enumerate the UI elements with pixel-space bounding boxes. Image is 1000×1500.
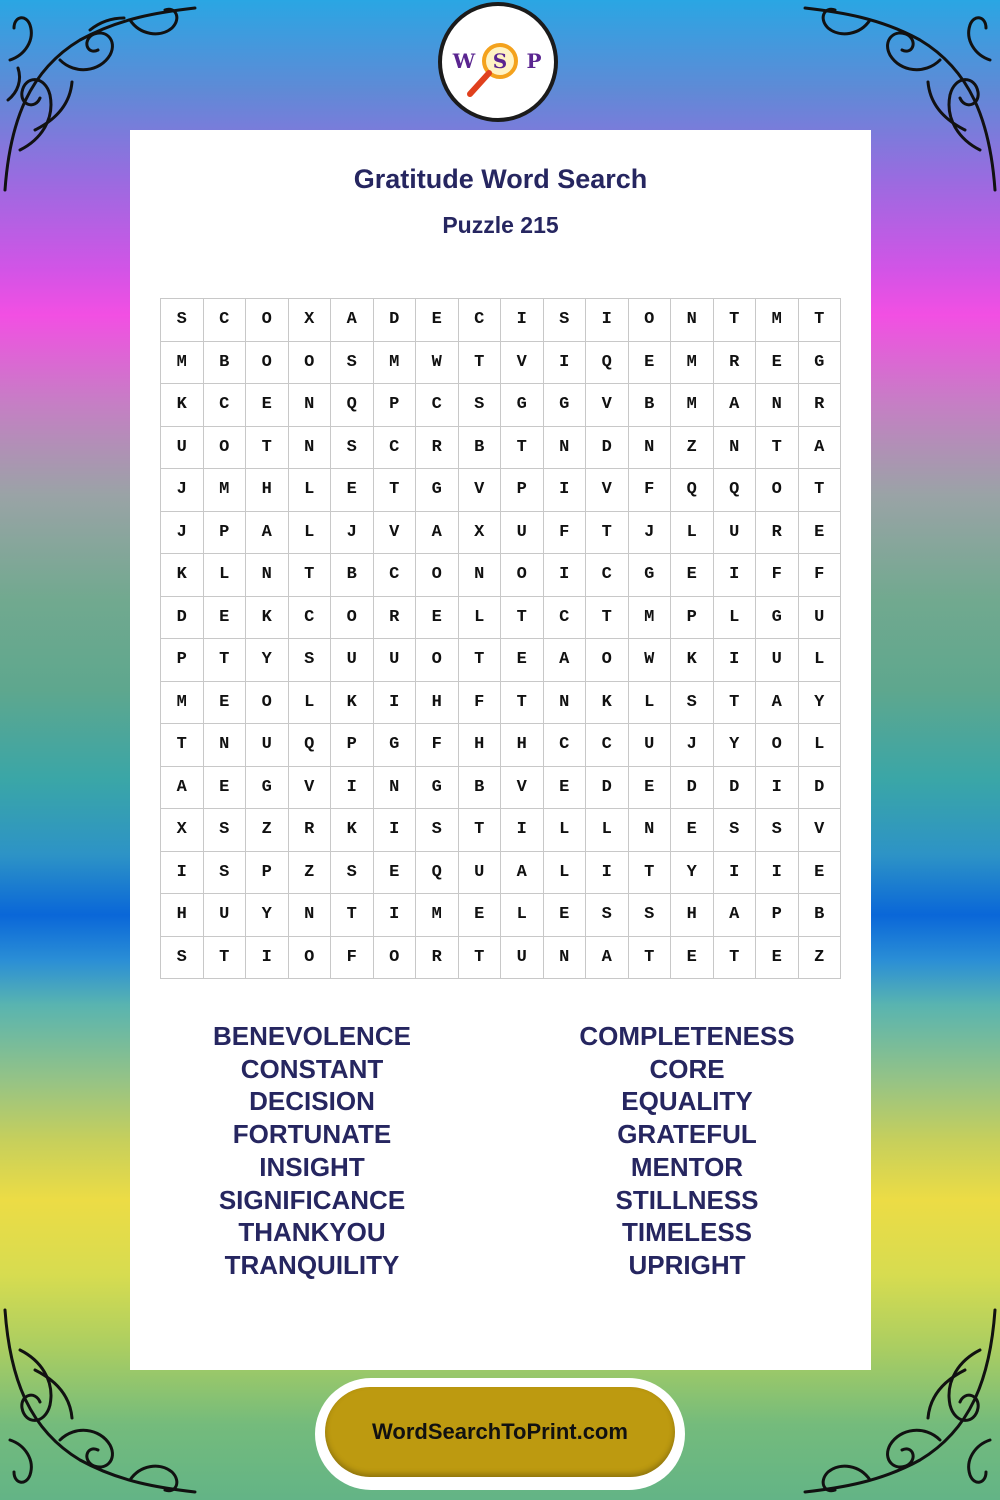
word-list-item: TRANQUILITY	[224, 1249, 400, 1280]
grid-cell[interactable]: F	[756, 554, 799, 597]
grid-cell[interactable]: J	[161, 469, 204, 512]
grid-cell[interactable]: J	[161, 512, 204, 555]
grid-cell[interactable]: B	[204, 342, 247, 385]
word-list-item: TIMELESS	[621, 1217, 752, 1248]
grid-cell[interactable]: A	[586, 937, 629, 980]
word-list-item: SIGNIFICANCE	[218, 1184, 406, 1215]
grid-cell[interactable]: I	[544, 342, 587, 385]
grid-cell[interactable]: E	[756, 342, 799, 385]
grid-cell[interactable]: Y	[799, 682, 842, 725]
grid-cell[interactable]: E	[416, 597, 459, 640]
grid-cell[interactable]: G	[629, 554, 672, 597]
grid-cell[interactable]: C	[289, 597, 332, 640]
grid-cell[interactable]: I	[374, 682, 417, 725]
grid-cell[interactable]: P	[756, 894, 799, 937]
grid-cell[interactable]: A	[714, 894, 757, 937]
grid-cell[interactable]: J	[671, 724, 714, 767]
grid-cell[interactable]: G	[416, 469, 459, 512]
grid-cell[interactable]: I	[756, 767, 799, 810]
grid-cell[interactable]: N	[544, 682, 587, 725]
site-logo[interactable]	[438, 2, 558, 122]
grid-cell[interactable]: C	[544, 597, 587, 640]
grid-cell[interactable]: D	[714, 767, 757, 810]
footer-pill	[315, 1378, 685, 1490]
grid-cell[interactable]: O	[416, 554, 459, 597]
grid-cell[interactable]: M	[161, 682, 204, 725]
grid-cell[interactable]: N	[459, 554, 502, 597]
grid-cell[interactable]: Y	[246, 894, 289, 937]
grid-cell[interactable]: S	[331, 427, 374, 470]
grid-cell[interactable]: P	[246, 852, 289, 895]
grid-cell[interactable]: E	[544, 767, 587, 810]
grid-cell[interactable]: C	[416, 384, 459, 427]
grid-cell[interactable]: L	[714, 597, 757, 640]
grid-cell[interactable]: J	[629, 512, 672, 555]
grid-cell[interactable]: H	[416, 682, 459, 725]
grid-cell[interactable]: O	[586, 639, 629, 682]
grid-cell[interactable]: S	[289, 639, 332, 682]
grid-cell[interactable]: O	[629, 299, 672, 342]
grid-cell[interactable]: N	[374, 767, 417, 810]
grid-cell[interactable]: D	[161, 597, 204, 640]
word-list-item: CORE	[649, 1053, 725, 1084]
grid-cell[interactable]: Q	[331, 384, 374, 427]
grid-cell[interactable]: B	[799, 894, 842, 937]
grid-cell[interactable]: H	[459, 724, 502, 767]
grid-cell[interactable]: F	[459, 682, 502, 725]
grid-cell[interactable]: X	[289, 299, 332, 342]
grid-cell[interactable]: R	[714, 342, 757, 385]
grid-cell[interactable]: Q	[671, 469, 714, 512]
grid-cell[interactable]: M	[416, 894, 459, 937]
grid-cell[interactable]: B	[459, 767, 502, 810]
grid-cell[interactable]: E	[671, 809, 714, 852]
grid-cell[interactable]: U	[374, 639, 417, 682]
grid-cell[interactable]: C	[586, 554, 629, 597]
grid-cell[interactable]: E	[331, 469, 374, 512]
grid-cell[interactable]: M	[161, 342, 204, 385]
grid-cell[interactable]: Z	[289, 852, 332, 895]
grid-cell[interactable]: E	[671, 554, 714, 597]
word-list-item: CONSTANT	[240, 1053, 384, 1084]
grid-cell[interactable]: U	[501, 937, 544, 980]
grid-cell[interactable]: T	[501, 427, 544, 470]
grid-cell[interactable]: L	[629, 682, 672, 725]
grid-cell[interactable]: B	[629, 384, 672, 427]
grid-cell[interactable]: O	[289, 937, 332, 980]
grid-cell[interactable]: N	[629, 809, 672, 852]
grid-cell[interactable]: Y	[671, 852, 714, 895]
grid-cell[interactable]: T	[459, 342, 502, 385]
grid-cell[interactable]: D	[671, 767, 714, 810]
grid-cell[interactable]: T	[629, 937, 672, 980]
grid-cell[interactable]: S	[714, 809, 757, 852]
grid-cell[interactable]: Z	[799, 937, 842, 980]
grid-cell[interactable]: E	[204, 597, 247, 640]
grid-cell[interactable]: I	[501, 809, 544, 852]
grid-cell[interactable]: I	[714, 639, 757, 682]
grid-cell[interactable]: P	[374, 384, 417, 427]
grid-cell[interactable]: M	[671, 384, 714, 427]
word-list-item: DECISION	[249, 1086, 375, 1117]
grid-cell[interactable]: I	[374, 809, 417, 852]
grid-cell[interactable]: E	[204, 682, 247, 725]
grid-cell[interactable]: O	[246, 682, 289, 725]
grid-cell[interactable]: C	[586, 724, 629, 767]
grid-cell[interactable]: V	[501, 342, 544, 385]
grid-cell[interactable]: N	[246, 554, 289, 597]
grid-cell[interactable]: O	[416, 639, 459, 682]
grid-cell[interactable]: M	[204, 469, 247, 512]
grid-cell[interactable]: O	[756, 469, 799, 512]
grid-cell[interactable]: O	[374, 937, 417, 980]
word-list-item: UPRIGHT	[628, 1249, 746, 1280]
grid-cell[interactable]: I	[586, 299, 629, 342]
grid-cell[interactable]: G	[416, 767, 459, 810]
grid-cell[interactable]: Q	[416, 852, 459, 895]
grid-cell[interactable]: L	[586, 809, 629, 852]
grid-cell[interactable]: D	[374, 299, 417, 342]
grid-cell[interactable]: F	[331, 937, 374, 980]
grid-cell[interactable]: I	[544, 554, 587, 597]
grid-cell[interactable]: E	[204, 767, 247, 810]
grid-cell[interactable]: W	[629, 639, 672, 682]
grid-cell[interactable]: L	[204, 554, 247, 597]
grid-cell[interactable]: L	[501, 894, 544, 937]
grid-cell[interactable]: M	[756, 299, 799, 342]
grid-cell[interactable]: K	[331, 682, 374, 725]
grid-cell[interactable]: K	[671, 639, 714, 682]
grid-cell[interactable]: P	[501, 469, 544, 512]
grid-cell[interactable]: L	[289, 682, 332, 725]
grid-cell[interactable]: E	[799, 852, 842, 895]
letter-grid	[160, 298, 841, 979]
grid-cell[interactable]: T	[459, 639, 502, 682]
grid-cell[interactable]: E	[544, 894, 587, 937]
grid-cell[interactable]: T	[586, 512, 629, 555]
grid-cell[interactable]: T	[374, 469, 417, 512]
grid-cell[interactable]: H	[501, 724, 544, 767]
grid-cell[interactable]: F	[799, 554, 842, 597]
grid-cell[interactable]: W	[416, 342, 459, 385]
grid-cell[interactable]: T	[501, 597, 544, 640]
grid-cell[interactable]: K	[586, 682, 629, 725]
grid-cell[interactable]: S	[459, 384, 502, 427]
grid-cell[interactable]: R	[799, 384, 842, 427]
grid-cell[interactable]: N	[671, 299, 714, 342]
grid-cell[interactable]: L	[289, 469, 332, 512]
grid-cell[interactable]: U	[204, 894, 247, 937]
grid-cell[interactable]: V	[586, 469, 629, 512]
grid-cell[interactable]: E	[501, 639, 544, 682]
grid-cell[interactable]: I	[756, 852, 799, 895]
grid-cell[interactable]: R	[289, 809, 332, 852]
grid-cell[interactable]: A	[246, 512, 289, 555]
grid-cell[interactable]: A	[416, 512, 459, 555]
grid-cell[interactable]: I	[331, 767, 374, 810]
page-title: Gratitude Word Search	[353, 164, 648, 194]
grid-cell[interactable]: O	[246, 342, 289, 385]
grid-cell[interactable]: K	[161, 384, 204, 427]
grid-cell[interactable]: S	[331, 342, 374, 385]
grid-cell[interactable]: N	[629, 427, 672, 470]
grid-cell[interactable]: E	[459, 894, 502, 937]
grid-cell[interactable]: G	[799, 342, 842, 385]
word-list-item: BENEVOLENCE	[213, 1021, 411, 1051]
grid-cell[interactable]: U	[459, 852, 502, 895]
grid-cell[interactable]: R	[416, 937, 459, 980]
grid-cell[interactable]: V	[501, 767, 544, 810]
grid-cell[interactable]: S	[629, 894, 672, 937]
word-list-item: STILLNESS	[615, 1184, 759, 1215]
grid-cell[interactable]: X	[161, 809, 204, 852]
grid-cell[interactable]: A	[756, 682, 799, 725]
grid-cell[interactable]: F	[629, 469, 672, 512]
grid-cell[interactable]: T	[289, 554, 332, 597]
grid-cell[interactable]: E	[756, 937, 799, 980]
grid-cell[interactable]: U	[161, 427, 204, 470]
grid-cell[interactable]: M	[629, 597, 672, 640]
word-list-left-column	[147, 1020, 477, 1282]
grid-cell[interactable]: R	[416, 427, 459, 470]
grid-cell[interactable]: V	[586, 384, 629, 427]
grid-cell[interactable]: I	[246, 937, 289, 980]
grid-cell[interactable]: T	[459, 809, 502, 852]
grid-cell[interactable]: A	[501, 852, 544, 895]
grid-cell[interactable]: C	[544, 724, 587, 767]
grid-cell[interactable]: G	[374, 724, 417, 767]
grid-cell[interactable]: M	[671, 342, 714, 385]
grid-cell[interactable]: T	[204, 639, 247, 682]
word-list-item: THANKYOU	[238, 1217, 386, 1248]
grid-cell[interactable]: E	[629, 342, 672, 385]
grid-cell[interactable]: T	[204, 937, 247, 980]
grid-cell[interactable]: P	[204, 512, 247, 555]
grid-cell[interactable]: L	[799, 724, 842, 767]
grid-cell[interactable]: I	[374, 894, 417, 937]
grid-cell[interactable]: D	[586, 767, 629, 810]
logo-letter-s: S	[492, 49, 508, 73]
grid-cell[interactable]: S	[161, 299, 204, 342]
grid-cell[interactable]: T	[756, 427, 799, 470]
grid-cell[interactable]: N	[544, 937, 587, 980]
grid-cell[interactable]: L	[289, 512, 332, 555]
grid-cell[interactable]: C	[459, 299, 502, 342]
grid-cell[interactable]: N	[289, 427, 332, 470]
grid-cell[interactable]: B	[459, 427, 502, 470]
grid-cell[interactable]: Q	[714, 469, 757, 512]
grid-cell[interactable]: N	[204, 724, 247, 767]
grid-cell[interactable]: E	[799, 512, 842, 555]
grid-cell[interactable]: D	[799, 767, 842, 810]
grid-cell[interactable]: U	[799, 597, 842, 640]
grid-cell[interactable]: A	[161, 767, 204, 810]
grid-cell[interactable]: U	[501, 512, 544, 555]
grid-cell[interactable]: I	[161, 852, 204, 895]
grid-cell[interactable]: R	[756, 512, 799, 555]
grid-cell[interactable]: T	[799, 469, 842, 512]
grid-cell[interactable]: Q	[586, 342, 629, 385]
grid-cell[interactable]: L	[544, 852, 587, 895]
grid-cell[interactable]: N	[544, 427, 587, 470]
grid-cell[interactable]: J	[331, 512, 374, 555]
grid-cell[interactable]: Z	[671, 427, 714, 470]
word-list-item: COMPLETENESS	[579, 1021, 795, 1051]
grid-cell[interactable]: V	[289, 767, 332, 810]
grid-cell[interactable]: Y	[714, 724, 757, 767]
grid-cell[interactable]: G	[501, 384, 544, 427]
grid-cell[interactable]: T	[501, 682, 544, 725]
grid-cell[interactable]: Y	[246, 639, 289, 682]
grid-cell[interactable]: T	[799, 299, 842, 342]
grid-cell[interactable]: S	[416, 809, 459, 852]
grid-cell[interactable]: M	[374, 342, 417, 385]
grid-cell[interactable]: D	[586, 427, 629, 470]
word-list-item: INSIGHT	[259, 1151, 365, 1182]
grid-cell[interactable]: O	[501, 554, 544, 597]
grid-cell[interactable]: S	[204, 852, 247, 895]
grid-cell[interactable]: S	[586, 894, 629, 937]
logo-letter-w: W	[452, 49, 476, 73]
grid-cell[interactable]: L	[671, 512, 714, 555]
grid-cell[interactable]: V	[799, 809, 842, 852]
grid-cell[interactable]: E	[246, 384, 289, 427]
grid-cell[interactable]: S	[544, 299, 587, 342]
grid-cell[interactable]: Z	[246, 809, 289, 852]
grid-cell[interactable]: E	[671, 937, 714, 980]
grid-cell[interactable]: S	[331, 852, 374, 895]
grid-cell[interactable]: O	[756, 724, 799, 767]
grid-cell[interactable]: K	[331, 809, 374, 852]
grid-cell[interactable]: S	[756, 809, 799, 852]
grid-cell[interactable]: I	[501, 299, 544, 342]
grid-cell[interactable]: S	[161, 937, 204, 980]
word-list-item: GRATEFUL	[617, 1119, 757, 1150]
grid-cell[interactable]: V	[374, 512, 417, 555]
grid-cell[interactable]: H	[671, 894, 714, 937]
grid-cell[interactable]: C	[204, 384, 247, 427]
puzzle-sheet	[130, 130, 871, 1370]
grid-cell[interactable]: N	[289, 384, 332, 427]
grid-cell[interactable]: O	[289, 342, 332, 385]
website-link-button[interactable]: WordSearchToPrint.com	[325, 1387, 675, 1477]
grid-cell[interactable]: H	[161, 894, 204, 937]
grid-cell[interactable]: E	[374, 852, 417, 895]
grid-cell[interactable]: K	[246, 597, 289, 640]
grid-cell[interactable]: T	[586, 597, 629, 640]
grid-cell[interactable]: V	[459, 469, 502, 512]
grid-cell[interactable]: L	[544, 809, 587, 852]
grid-cell[interactable]: T	[714, 937, 757, 980]
logo-letter-p: P	[526, 49, 542, 73]
grid-cell[interactable]: X	[459, 512, 502, 555]
grid-cell[interactable]: H	[246, 469, 289, 512]
grid-cell[interactable]: E	[629, 767, 672, 810]
grid-cell[interactable]: T	[459, 937, 502, 980]
grid-cell[interactable]: T	[246, 427, 289, 470]
grid-cell[interactable]: O	[246, 299, 289, 342]
grid-cell[interactable]: A	[544, 639, 587, 682]
grid-cell[interactable]: N	[756, 384, 799, 427]
grid-cell[interactable]: E	[416, 299, 459, 342]
grid-cell[interactable]: K	[161, 554, 204, 597]
grid-cell[interactable]: P	[671, 597, 714, 640]
grid-cell[interactable]: L	[459, 597, 502, 640]
grid-cell[interactable]: T	[629, 852, 672, 895]
grid-cell[interactable]: S	[671, 682, 714, 725]
grid-cell[interactable]: G	[544, 384, 587, 427]
grid-cell[interactable]: F	[416, 724, 459, 767]
word-list-item: FORTUNATE	[232, 1119, 392, 1150]
grid-cell[interactable]: I	[714, 554, 757, 597]
grid-cell[interactable]: O	[331, 597, 374, 640]
grid-cell[interactable]: U	[756, 639, 799, 682]
grid-cell[interactable]: U	[331, 639, 374, 682]
word-list-item: MENTOR	[630, 1151, 744, 1182]
grid-cell[interactable]: P	[161, 639, 204, 682]
grid-cell[interactable]: U	[629, 724, 672, 767]
grid-cell[interactable]: U	[246, 724, 289, 767]
grid-cell[interactable]: I	[544, 469, 587, 512]
grid-cell[interactable]: C	[374, 554, 417, 597]
grid-cell[interactable]: R	[374, 597, 417, 640]
grid-cell[interactable]: L	[799, 639, 842, 682]
grid-cell[interactable]: I	[714, 852, 757, 895]
grid-cell[interactable]: T	[161, 724, 204, 767]
grid-cell[interactable]: S	[204, 809, 247, 852]
grid-cell[interactable]: C	[204, 299, 247, 342]
grid-cell[interactable]: G	[756, 597, 799, 640]
grid-cell[interactable]: T	[714, 682, 757, 725]
grid-cell[interactable]: N	[289, 894, 332, 937]
grid-cell[interactable]: C	[374, 427, 417, 470]
grid-cell[interactable]: G	[246, 767, 289, 810]
puzzle-number: Puzzle 215	[442, 212, 559, 238]
grid-cell[interactable]: U	[714, 512, 757, 555]
grid-cell[interactable]: N	[714, 427, 757, 470]
grid-cell[interactable]: A	[799, 427, 842, 470]
word-list-right-column	[522, 1020, 852, 1282]
grid-cell[interactable]: T	[331, 894, 374, 937]
grid-cell[interactable]: A	[714, 384, 757, 427]
grid-cell[interactable]: O	[204, 427, 247, 470]
grid-cell[interactable]: B	[331, 554, 374, 597]
word-list-item: EQUALITY	[621, 1086, 753, 1117]
grid-cell[interactable]: I	[586, 852, 629, 895]
grid-cell[interactable]: F	[544, 512, 587, 555]
grid-cell[interactable]: Q	[289, 724, 332, 767]
grid-cell[interactable]: P	[331, 724, 374, 767]
grid-cell[interactable]: A	[331, 299, 374, 342]
grid-cell[interactable]: T	[714, 299, 757, 342]
